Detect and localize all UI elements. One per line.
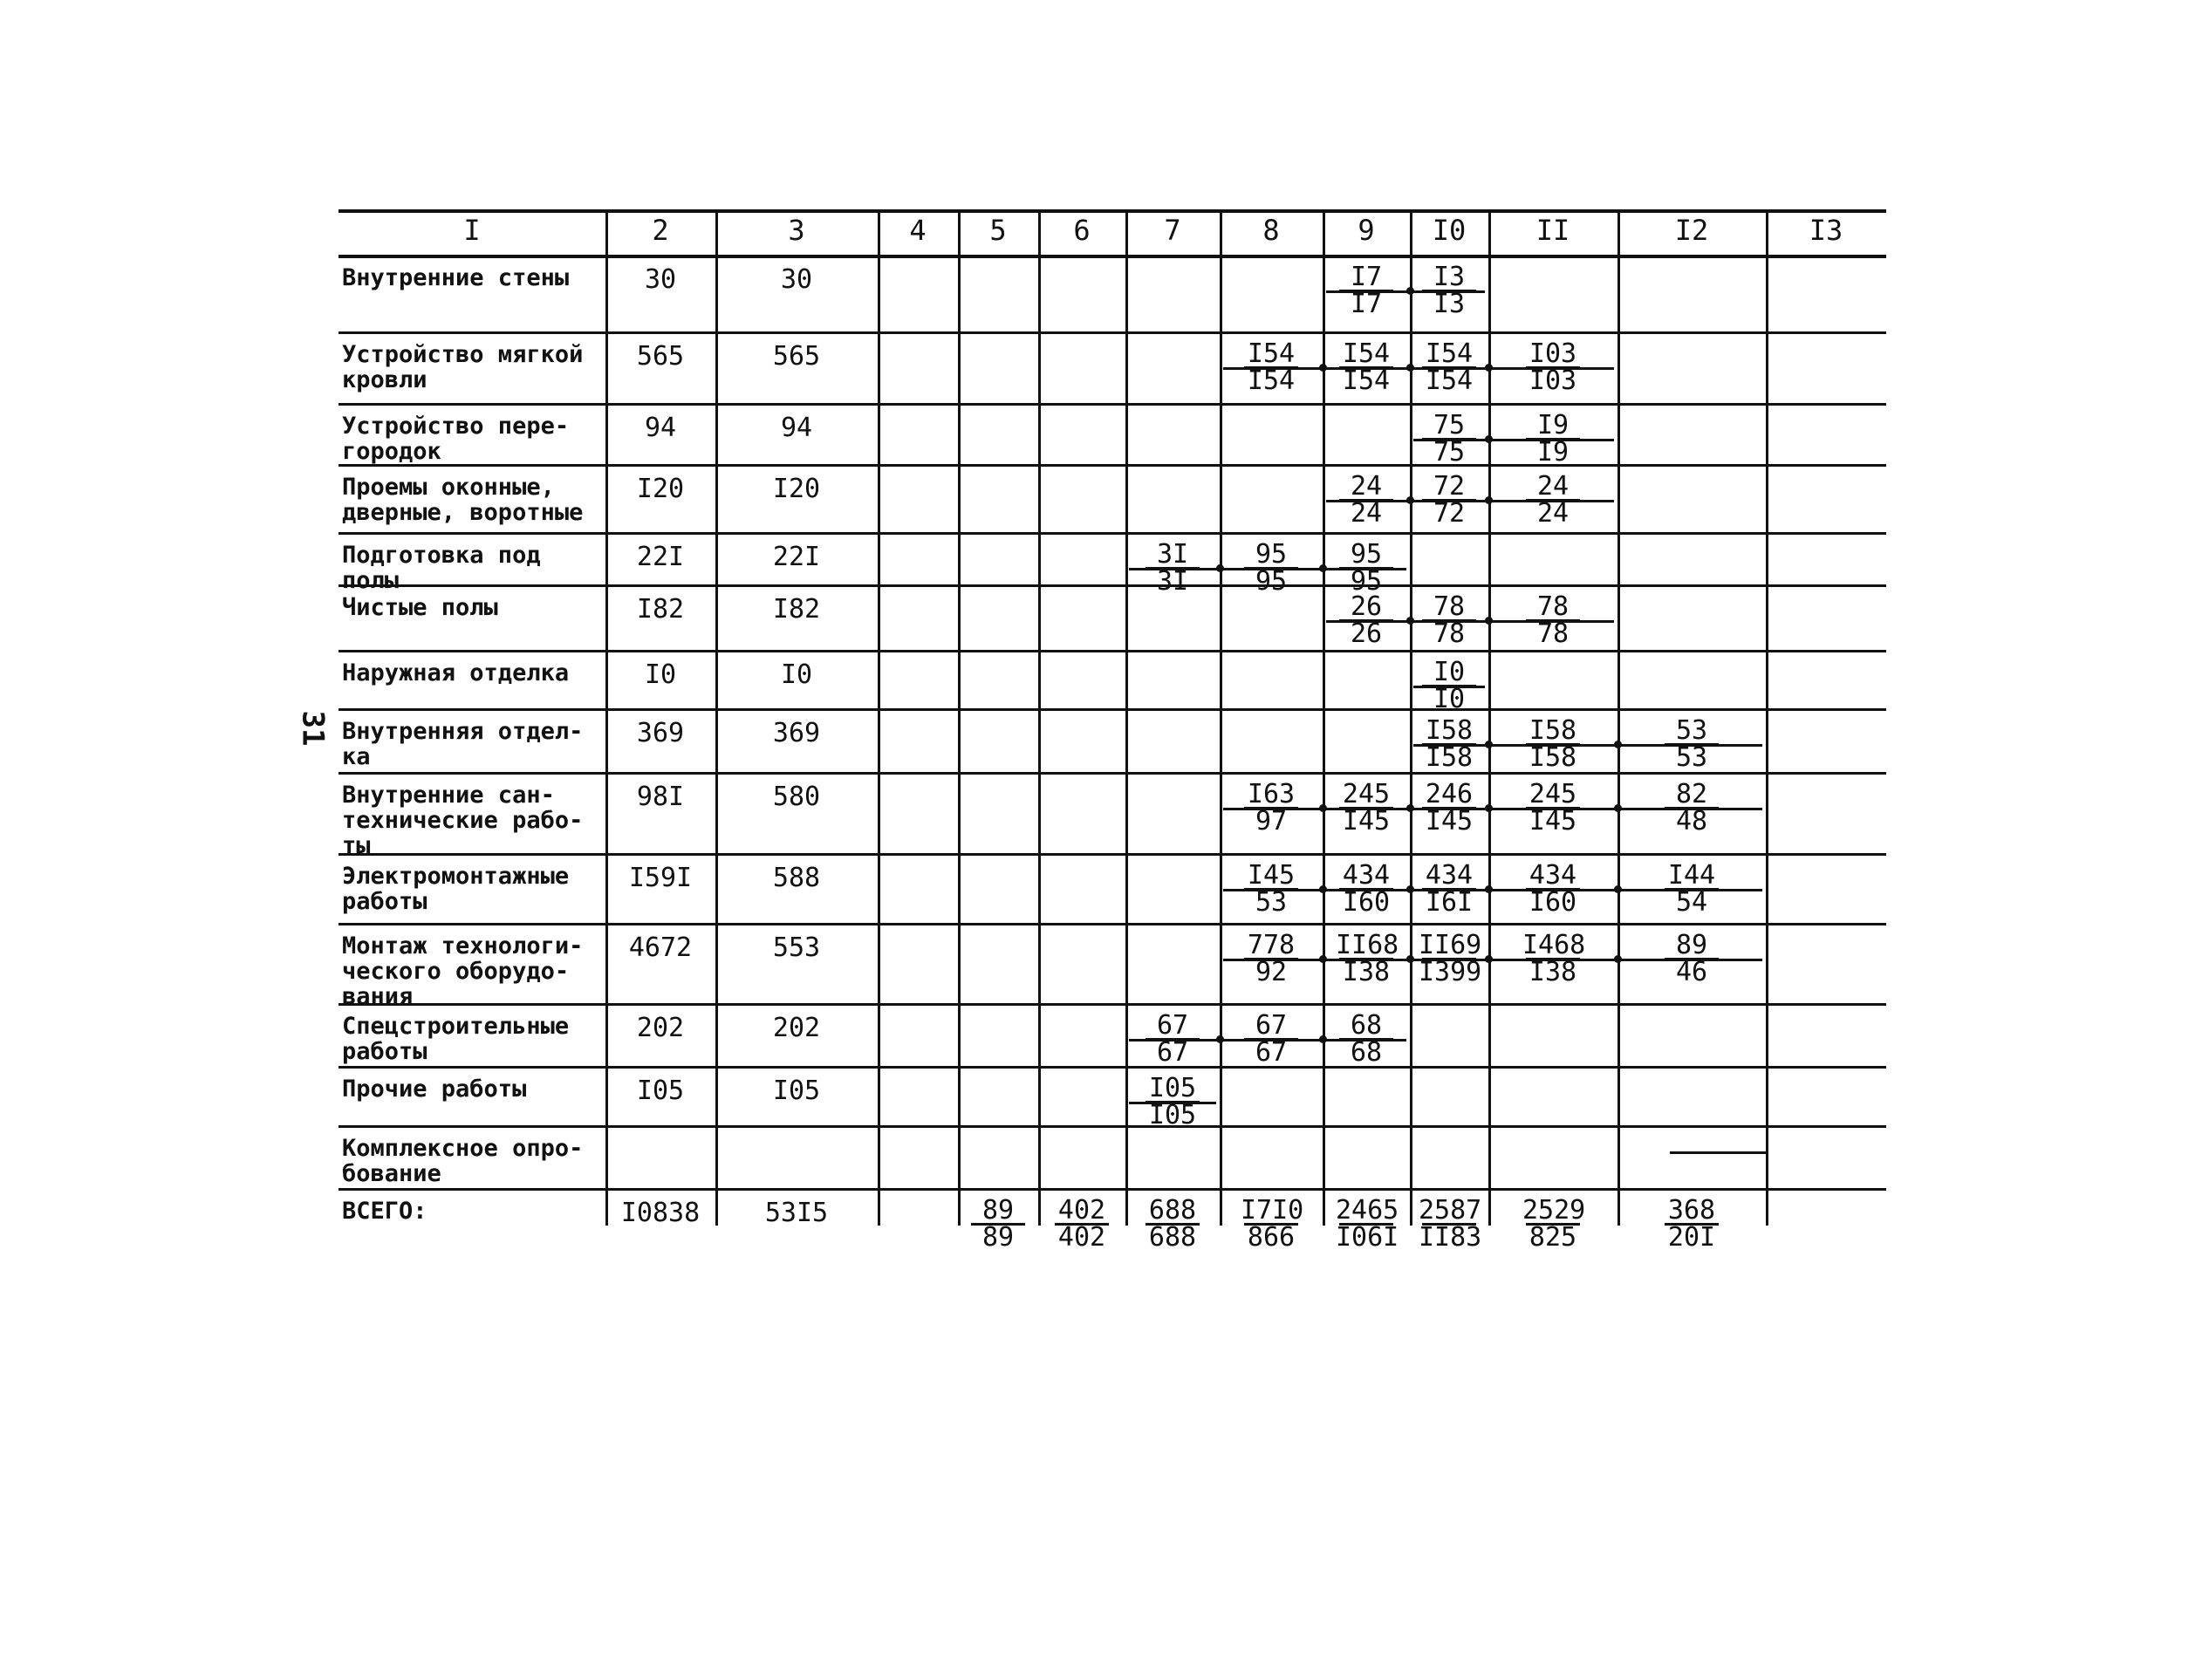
fraction-denominator: I45	[1529, 806, 1577, 837]
work-type-name: Внутренние сан- технические рабо- ты	[342, 782, 584, 859]
fraction-numerator: 95	[1255, 539, 1288, 570]
fraction-denominator: I7	[1350, 289, 1383, 319]
fraction-numerator: 246	[1425, 779, 1474, 809]
total-cost-cell: 30	[644, 264, 677, 295]
schedule-link-dot	[1485, 955, 1493, 963]
schedule-link-dot	[1406, 364, 1414, 372]
fraction-denominator: I45	[1425, 806, 1474, 837]
fraction-numerator: 26	[1350, 591, 1383, 622]
schedule-fraction	[1142, 1195, 1203, 1253]
column-divider	[1220, 209, 1222, 1226]
column-divider	[1038, 209, 1041, 1226]
fraction-denominator: I45	[1342, 806, 1391, 837]
smr-cost-cell: 580	[772, 782, 821, 812]
total-cost-cell: 4672	[628, 932, 693, 963]
header-cell-6: 6	[1073, 214, 1091, 247]
row-divider	[339, 255, 1886, 258]
fraction-denominator: I54	[1425, 365, 1474, 396]
work-type-name: Устройство пере- городок	[342, 413, 570, 465]
column-divider	[1488, 209, 1491, 1226]
fraction-numerator: I3	[1433, 262, 1466, 292]
schedule-bar	[1129, 1102, 1216, 1104]
total-cost-cell: I20	[636, 474, 685, 504]
total-cost-cell: 22I	[636, 542, 685, 572]
column-divider	[1125, 209, 1128, 1226]
fraction-numerator: I58	[1425, 715, 1474, 746]
fraction-numerator: 245	[1529, 779, 1577, 809]
schedule-fraction	[1051, 1195, 1112, 1253]
total-cost-cell: 94	[644, 413, 677, 443]
fraction-numerator: 89	[981, 1195, 1015, 1226]
column-divider	[1766, 209, 1768, 1226]
fraction-numerator: I63	[1247, 779, 1296, 809]
row-divider	[339, 923, 1886, 925]
schedule-link-dot	[1319, 564, 1327, 572]
work-type-name: Внутренние стены	[342, 264, 570, 291]
header-cell-5: 5	[989, 214, 1007, 247]
work-type-name: Спецстроительные работы	[342, 1013, 570, 1065]
fraction-denominator: I399	[1419, 957, 1482, 987]
schedule-link-dot	[1406, 496, 1414, 504]
column-divider	[1323, 209, 1325, 1226]
schedule-fraction	[1241, 1195, 1304, 1253]
fraction-denominator: 89	[981, 1222, 1015, 1253]
fraction-numerator: I54	[1342, 338, 1391, 369]
fraction-denominator: 24	[1536, 498, 1570, 529]
header-cell-8: 8	[1262, 214, 1280, 247]
fraction-numerator: 434	[1529, 860, 1577, 891]
smr-cost-cell: 30	[780, 264, 813, 295]
schedule-fraction	[1336, 1195, 1399, 1253]
schedule-bar	[1223, 367, 1614, 370]
fraction-denominator: I58	[1425, 742, 1474, 773]
row-divider	[339, 708, 1886, 711]
smr-cost-cell: I20	[772, 474, 821, 504]
fraction-denominator: 24	[1350, 498, 1383, 529]
fraction-numerator: 3I	[1156, 539, 1189, 570]
work-type-name: Монтаж технологи- ческого оборудо- вания	[342, 932, 584, 1010]
row-divider	[339, 331, 1886, 334]
commissioning-bar	[1670, 1151, 1766, 1154]
column-divider	[958, 209, 961, 1226]
fraction-numerator: II69	[1419, 930, 1482, 960]
schedule-link-dot	[1485, 364, 1493, 372]
schedule-fraction	[1522, 1195, 1586, 1253]
schedule-link-dot	[1319, 955, 1327, 963]
total-cost-cell: 565	[636, 341, 685, 372]
total-cost-cell: I59I	[628, 863, 693, 893]
fraction-numerator: I05	[1148, 1073, 1197, 1103]
schedule-link-dot	[1319, 1035, 1327, 1043]
schedule-bar	[1413, 439, 1614, 441]
smr-cost-cell: 53I5	[764, 1198, 829, 1228]
header-cell-9: 9	[1358, 214, 1375, 247]
work-type-name: Чистые полы	[342, 594, 498, 621]
fraction-numerator: 434	[1425, 860, 1474, 891]
fraction-numerator: 75	[1433, 410, 1466, 440]
work-type-name: ВСЕГО:	[342, 1198, 427, 1225]
fraction-denominator: 825	[1529, 1222, 1577, 1253]
schedule-bar	[1413, 744, 1762, 747]
schedule-link-dot	[1319, 885, 1327, 893]
fraction-denominator: I54	[1247, 365, 1296, 396]
schedule-bar	[1223, 808, 1762, 810]
schedule-link-dot	[1406, 955, 1414, 963]
fraction-numerator: 688	[1148, 1195, 1197, 1226]
schedule-link-dot	[1406, 804, 1414, 812]
schedule-link-dot	[1614, 741, 1622, 748]
schedule-link-dot	[1319, 364, 1327, 372]
fraction-denominator: 67	[1156, 1037, 1189, 1068]
fraction-denominator: I54	[1342, 365, 1391, 396]
header-cell-3: 3	[788, 214, 805, 247]
fraction-numerator: 245	[1342, 779, 1391, 809]
column-divider	[878, 209, 880, 1226]
fraction-denominator: 78	[1536, 618, 1570, 649]
fraction-denominator: I60	[1529, 887, 1577, 918]
fraction-denominator: 26	[1350, 618, 1383, 649]
schedule-link-dot	[1406, 617, 1414, 625]
fraction-denominator: I38	[1342, 957, 1391, 987]
schedule-link-dot	[1485, 885, 1493, 893]
smr-cost-cell: 94	[780, 413, 813, 443]
row-divider	[339, 403, 1886, 406]
schedule-bar	[1223, 889, 1762, 891]
smr-cost-cell: 22I	[772, 542, 821, 572]
header-cell-2: 2	[652, 214, 669, 247]
fraction-numerator: 82	[1675, 779, 1708, 809]
column-divider	[1617, 209, 1620, 1226]
row-divider	[339, 1066, 1886, 1069]
fraction-numerator: 67	[1156, 1010, 1189, 1041]
schedule-fraction	[968, 1195, 1029, 1253]
fraction-denominator: 54	[1675, 887, 1708, 918]
row-divider	[339, 772, 1886, 775]
fraction-denominator: 95	[1350, 566, 1383, 597]
row-divider	[339, 1188, 1886, 1191]
smr-cost-cell: I0	[780, 659, 813, 690]
fraction-numerator: I45	[1247, 860, 1296, 891]
schedule-link-dot	[1485, 617, 1493, 625]
work-type-name: Комплексное опро- бование	[342, 1135, 584, 1187]
schedule-link-dot	[1406, 885, 1414, 893]
column-divider	[1410, 209, 1412, 1226]
fraction-numerator: II68	[1336, 930, 1399, 960]
work-type-name: Наружная отделка	[342, 659, 570, 686]
schedule-bar	[1413, 686, 1485, 688]
fraction-numerator: 95	[1350, 539, 1383, 570]
schedule-link-dot	[1614, 955, 1622, 963]
header-cell-7: 7	[1164, 214, 1181, 247]
fraction-numerator: I468	[1522, 930, 1586, 960]
total-cost-cell: I0838	[620, 1198, 701, 1228]
fraction-numerator: 24	[1350, 471, 1383, 502]
fraction-denominator: II83	[1419, 1222, 1482, 1253]
smr-cost-cell: 369	[772, 718, 821, 748]
total-cost-cell: 202	[636, 1013, 685, 1043]
fraction-denominator: 67	[1255, 1037, 1288, 1068]
fraction-denominator: 78	[1433, 618, 1466, 649]
fraction-denominator: I06I	[1336, 1222, 1399, 1253]
schedule-link-dot	[1614, 885, 1622, 893]
fraction-numerator: 24	[1536, 471, 1570, 502]
fraction-denominator: I9	[1536, 437, 1570, 468]
schedule-link-dot	[1319, 804, 1327, 812]
fraction-numerator: 72	[1433, 471, 1466, 502]
schedule-link-dot	[1406, 287, 1414, 295]
fraction-denominator: I38	[1529, 957, 1577, 987]
fraction-denominator: 53	[1675, 742, 1708, 773]
smr-cost-cell: I05	[772, 1076, 821, 1106]
schedule-bar	[1326, 620, 1614, 623]
fraction-denominator: I03	[1529, 365, 1577, 396]
work-type-name: Подготовка под полы	[342, 542, 541, 594]
fraction-numerator: 778	[1247, 930, 1296, 960]
fraction-denominator: 46	[1675, 957, 1708, 987]
fraction-numerator: 53	[1675, 715, 1708, 746]
schedule-bar	[1129, 1039, 1406, 1041]
fraction-denominator: I05	[1148, 1100, 1197, 1130]
fraction-numerator: 368	[1667, 1195, 1716, 1226]
row-divider	[339, 1125, 1886, 1128]
total-cost-cell: I82	[636, 594, 685, 625]
fraction-denominator: 97	[1255, 806, 1288, 837]
schedule-link-dot	[1485, 804, 1493, 812]
fraction-denominator: 20I	[1667, 1222, 1716, 1253]
schedule-link-dot	[1485, 435, 1493, 443]
smr-cost-cell: 588	[772, 863, 821, 893]
fraction-numerator: 402	[1057, 1195, 1106, 1226]
fraction-numerator: 2587	[1419, 1195, 1482, 1226]
fraction-numerator: I7I0	[1241, 1195, 1304, 1226]
fraction-numerator: 68	[1350, 1010, 1383, 1041]
total-cost-cell: I05	[636, 1076, 685, 1106]
total-cost-cell: 98I	[636, 782, 685, 812]
total-cost-cell: 369	[636, 718, 685, 748]
fraction-numerator: I9	[1536, 410, 1570, 440]
work-type-name: Внутренняя отдел- ка	[342, 718, 584, 770]
fraction-denominator: 92	[1255, 957, 1288, 987]
fraction-denominator: I6I	[1425, 887, 1474, 918]
fraction-denominator: I0	[1433, 684, 1466, 714]
fraction-numerator: I54	[1425, 338, 1474, 369]
fraction-denominator: I3	[1433, 289, 1466, 319]
schedule-fraction	[1661, 1195, 1722, 1253]
fraction-numerator: 78	[1536, 591, 1570, 622]
fraction-numerator: 2529	[1522, 1195, 1586, 1226]
fraction-denominator: 72	[1433, 498, 1466, 529]
smr-cost-cell: 565	[772, 341, 821, 372]
work-type-name: Устройство мягкой кровли	[342, 341, 584, 393]
fraction-numerator: 2465	[1336, 1195, 1399, 1226]
smr-cost-cell: I82	[772, 594, 821, 625]
fraction-numerator: 434	[1342, 860, 1391, 891]
fraction-numerator: I0	[1433, 657, 1466, 687]
fraction-denominator: 3I	[1156, 566, 1189, 597]
fraction-denominator: I60	[1342, 887, 1391, 918]
fraction-denominator: 48	[1675, 806, 1708, 837]
header-cell-1: I	[463, 214, 481, 247]
header-cell-12: I2	[1674, 214, 1709, 247]
fraction-denominator: 866	[1247, 1222, 1296, 1253]
header-cell-13: I3	[1809, 214, 1843, 247]
fraction-denominator: 53	[1255, 887, 1288, 918]
schedule-fraction	[1419, 1195, 1482, 1253]
smr-cost-cell: 202	[772, 1013, 821, 1043]
fraction-numerator: 67	[1255, 1010, 1288, 1041]
work-type-name: Прочие работы	[342, 1076, 527, 1103]
smr-cost-cell: 553	[772, 932, 821, 963]
schedule-link-dot	[1216, 564, 1224, 572]
row-divider	[339, 532, 1886, 535]
fraction-denominator: 95	[1255, 566, 1288, 597]
schedule-bar	[1223, 959, 1762, 961]
schedule-bar	[1326, 290, 1485, 293]
schedule-bar	[1129, 568, 1406, 570]
fraction-denominator: I58	[1529, 742, 1577, 773]
header-cell-4: 4	[909, 214, 927, 247]
fraction-numerator: 89	[1675, 930, 1708, 960]
fraction-numerator: I03	[1529, 338, 1577, 369]
fraction-denominator: 402	[1057, 1222, 1106, 1253]
schedule-link-dot	[1485, 496, 1493, 504]
fraction-numerator: I58	[1529, 715, 1577, 746]
fraction-denominator: 68	[1350, 1037, 1383, 1068]
fraction-numerator: I54	[1247, 338, 1296, 369]
schedule-link-dot	[1216, 1035, 1224, 1043]
work-type-name: Электромонтажные работы	[342, 863, 570, 915]
row-divider	[339, 464, 1886, 467]
fraction-numerator: 78	[1433, 591, 1466, 622]
row-divider	[339, 650, 1886, 652]
schedule-link-dot	[1614, 804, 1622, 812]
page-number: 31	[295, 710, 331, 747]
header-cell-11: II	[1535, 214, 1570, 247]
fraction-numerator: I7	[1350, 262, 1383, 292]
fraction-denominator: 688	[1148, 1222, 1197, 1253]
fraction-numerator: I44	[1667, 860, 1716, 891]
work-type-name: Проемы оконные, дверные, воротные	[342, 474, 584, 526]
total-cost-cell: I0	[644, 659, 677, 690]
header-cell-10: I0	[1432, 214, 1467, 247]
schedule-link-dot	[1485, 741, 1493, 748]
fraction-denominator: 75	[1433, 437, 1466, 468]
schedule-bar	[1326, 500, 1614, 502]
